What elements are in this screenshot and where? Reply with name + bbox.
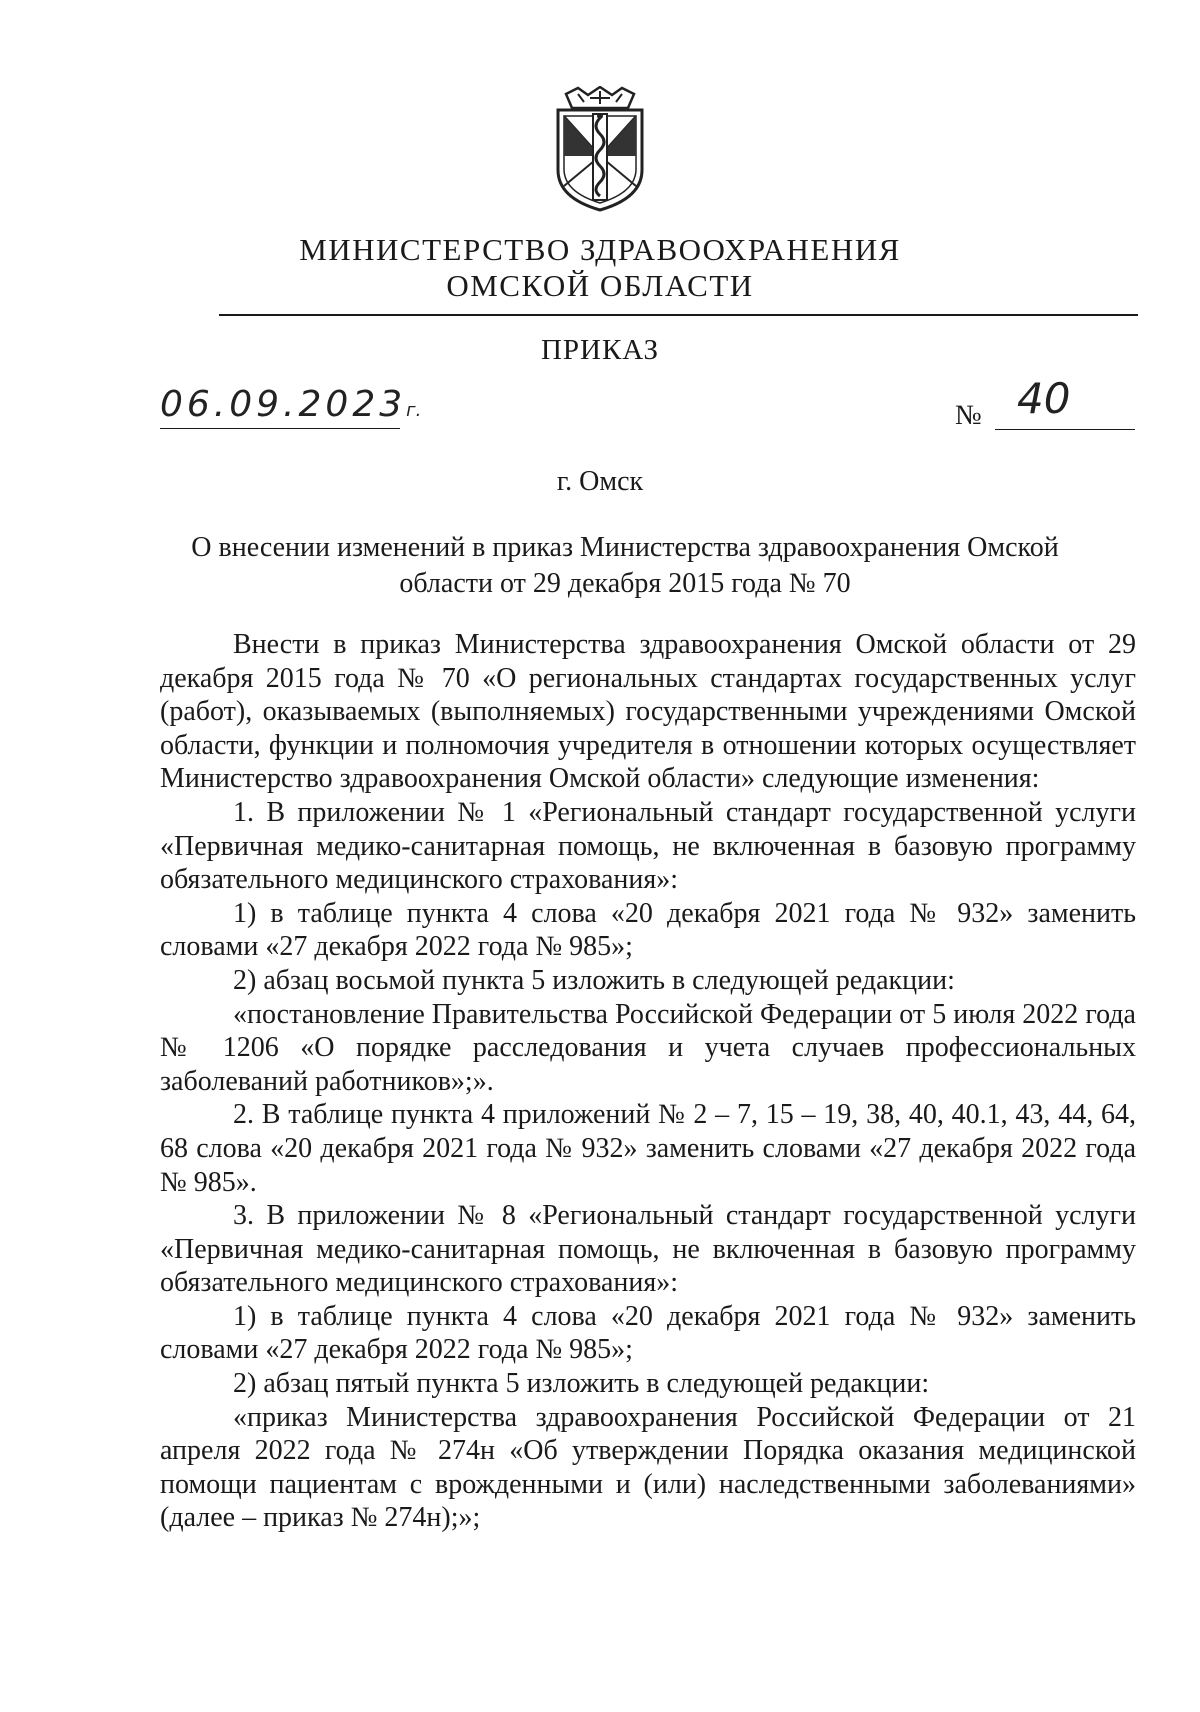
paragraph-item-1: 1. В приложении № 1 «Региональный стандарт государственной услуги «Первичная медико-санитарная помощь, не включенная в базовую программу обязательного медицинского страхования»: <box>160 796 1136 896</box>
order-date-value: 06.09.2023 <box>160 384 407 425</box>
number-underline <box>995 429 1135 430</box>
order-date <box>160 384 421 425</box>
order-date-suffix: г. <box>406 400 422 421</box>
paragraph-item-3-2-text: «приказ Министерства здравоохранения Российской Федерации от 21 апреля 2022 года № 274н «Об утверждении Порядка оказания медицинской помощи пациентам с врожденными и (или) наследственными заболеваниями» (далее – приказ № 274н);»; <box>160 1401 1136 1534</box>
paragraph-item-1-2-text: «постановление Правительства Российской Федерации от 5 июля 2022 года № 1206 «О порядке расследования и учета случаев профессиональных заболеваний работников»;». <box>160 998 1136 1097</box>
paragraph-item-3-1: 1) в таблице пункта 4 слова «20 декабря 2021 года № 932» заменить словами «27 декабря 2022 года № 985»; <box>160 1300 1136 1366</box>
paragraph-item-1-2: 2) абзац восьмой пункта 5 изложить в следующей редакции: <box>233 964 955 996</box>
header-divider <box>219 314 1138 316</box>
ministry-name-line1: МИНИСТЕРСТВО ЗДРАВООХРАНЕНИЯ <box>299 232 901 267</box>
order-number: 40 <box>1017 374 1071 423</box>
order-date-field <box>160 384 422 429</box>
paragraph-item-2: 2. В таблице пункта 4 приложений № 2 – 7, 15 – 19, 38, 40, 40.1, 43, 44, 64, 68 слова «20 декабря 2021 года № 932» заменить словами «27 декабря 2022 года № 985». <box>160 1099 1136 1198</box>
paragraph-intro: Внести в приказ Министерства здравоохранения Омской области от 29 декабря 2015 года № 70 «О региональных стандартах государственных услуг (работ), оказываемых (выполняемых) государственными учреждениями Омской области, функции и полномочия учредителя в отношении которых осуществляет Министерство здравоохранения Омской области» следующие изменения: <box>160 629 1136 795</box>
order-number-field <box>955 374 1135 431</box>
paragraph-item-1-1: 1) в таблице пункта 4 слова «20 декабря 2021 года № 932» заменить словами «27 декабря 2022 года № 985»; <box>160 897 1136 963</box>
paragraph-item-3-2: 2) абзац пятый пункта 5 изложить в следующей редакции: <box>233 1368 930 1400</box>
coat-of-arms-emblem <box>548 86 652 212</box>
document-type: ПРИКАЗ <box>540 334 660 366</box>
paragraph-item-3: 3. В приложении № 8 «Региональный стандарт государственной услуги «Первичная медико-санитарная помощь, не включенная в базовую программу обязательного медицинского страхования»: <box>160 1200 1136 1299</box>
city: г. Омск <box>556 466 644 497</box>
order-title: О внесении изменений в приказ Министерства здравоохранения Омской области от 29 декабря 2015 года № 70 <box>191 532 1059 599</box>
number-sign: № <box>955 400 982 431</box>
ministry-name-line2: ОМСКОЙ ОБЛАСТИ <box>446 268 754 303</box>
order-body <box>160 628 1136 1535</box>
